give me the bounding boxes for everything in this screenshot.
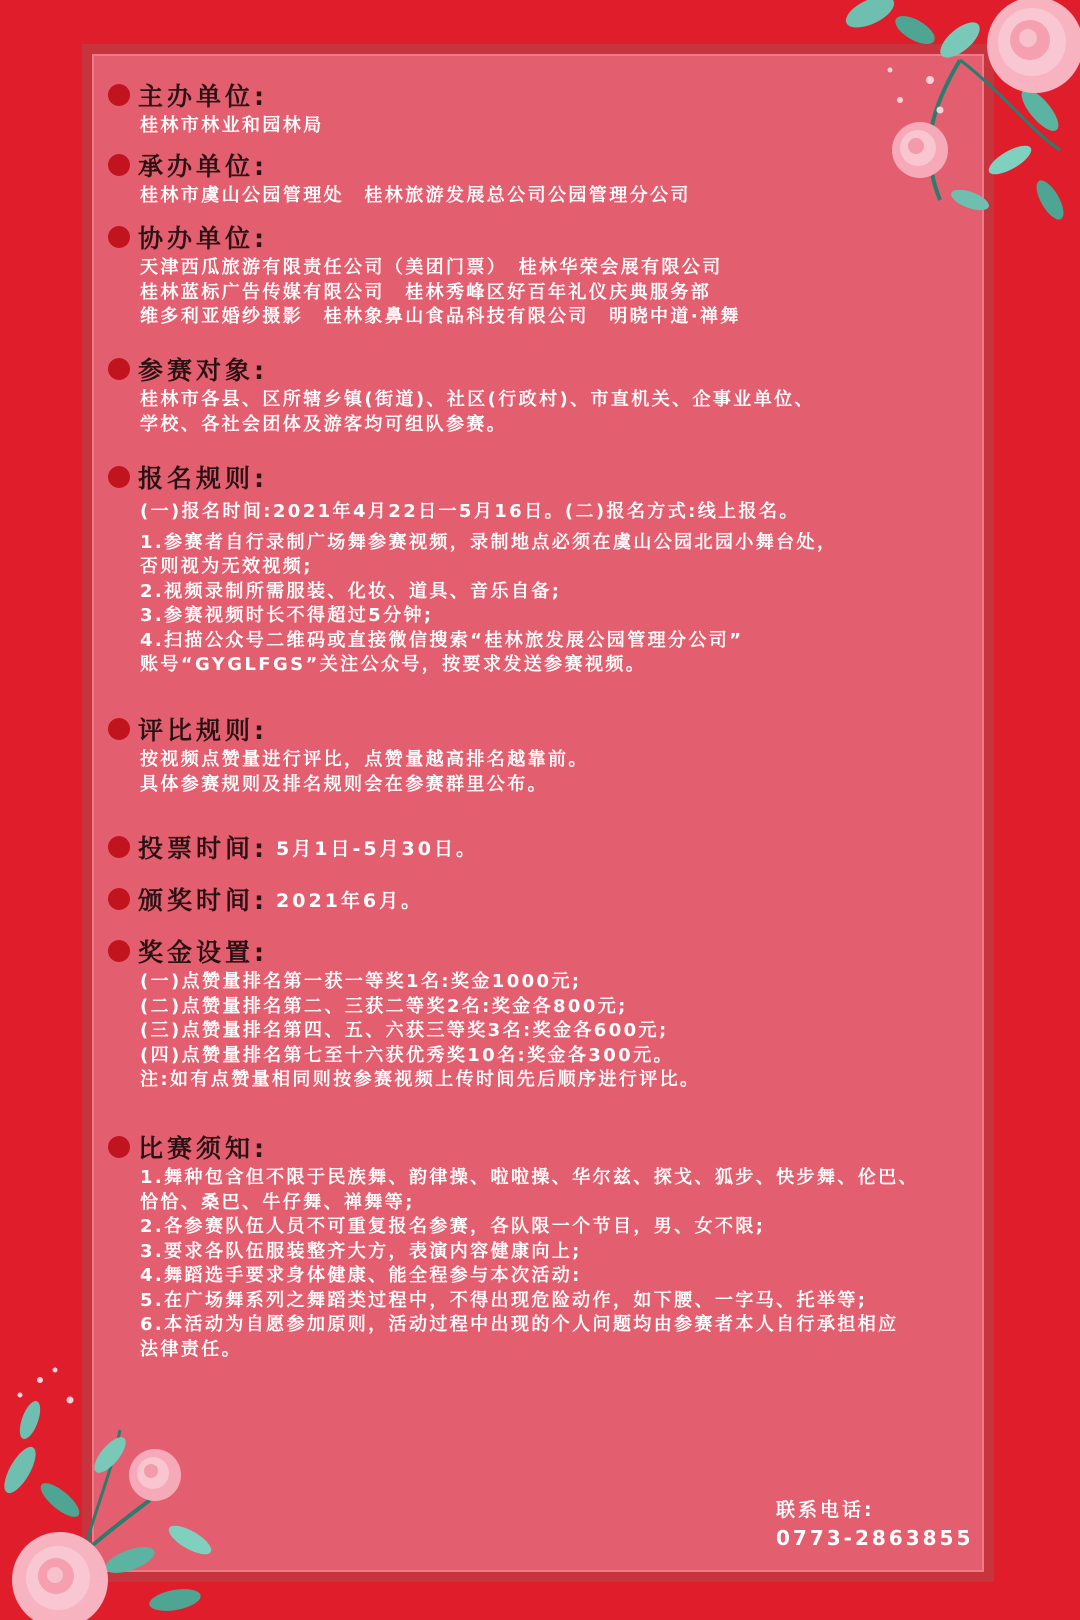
- section-participants: [108, 352, 988, 437]
- contact-block: [776, 1496, 973, 1552]
- section-registration-rules: [108, 460, 988, 678]
- contact-phone: 0773-2863855: [776, 1526, 974, 1550]
- section-line: 按视频点赞量进行评比，点赞量越高排名越靠前。: [140, 749, 589, 770]
- section-line: 桂林蓝标广告传媒有限公司 桂林秀峰区好百年礼仪庆典服务部: [140, 281, 712, 303]
- voting-time-value: 5月1日-5月30日。: [276, 837, 478, 860]
- section-line: (三)点赞量排名第四、五、六获三等奖3名:奖金各600元;: [140, 1020, 669, 1041]
- section-title: 评比规则:: [138, 716, 268, 745]
- award-time-value: 2021年6月。: [276, 889, 424, 912]
- section-line: 桂林市各县、区所辖乡镇(街道)、社区(行政村)、市直机关、企事业单位、: [140, 389, 815, 410]
- section-line: 1.参赛者自行录制广场舞参赛视频，录制地点必须在虞山公园北园小舞台处，: [140, 531, 838, 553]
- section-title: 主办单位:: [138, 82, 268, 111]
- bullet-icon: [108, 1136, 130, 1158]
- section-title: 颁奖时间:: [138, 886, 268, 915]
- bullet-icon: [108, 466, 130, 488]
- section-line: 5.在广场舞系列之舞蹈类过程中，不得出现危险动作，如下腰、一字马、托举等;: [140, 1289, 868, 1311]
- section-line: (四)点赞量排名第七至十六获优秀奖10名:奖金各300元。: [140, 1044, 674, 1066]
- section-line: 4.扫描公众号二维码或直接微信搜索“桂林旅发展公园管理分公司”: [140, 629, 744, 651]
- section-line: 否则视为无效视频;: [140, 556, 313, 577]
- section-line: 法律责任。: [140, 1338, 242, 1360]
- section-line: 6.本活动为自愿参加原则，活动过程中出现的个人问题均由参赛者本人自行承担相应: [140, 1314, 899, 1335]
- section-title: 承办单位:: [138, 152, 268, 181]
- section-title: 参赛对象:: [138, 356, 268, 385]
- section-award-time: [108, 882, 988, 916]
- section-line: 4.舞蹈选手要求身体健康、能全程参与本次活动:: [140, 1265, 582, 1286]
- section-competition-notes: [108, 1130, 988, 1362]
- section-line: 1.舞种包含但不限于民族舞、韵律操、啦啦操、华尔兹、探戈、狐步、快步舞、伦巴、: [140, 1167, 919, 1188]
- section-line: 恰恰、桑巴、牛仔舞、禅舞等;: [140, 1191, 415, 1213]
- section-title: 投票时间:: [138, 834, 268, 863]
- bullet-icon: [108, 84, 130, 106]
- section-judging-rules: [108, 712, 988, 797]
- section-line: 3.参赛视频时长不得超过5分钟;: [140, 605, 434, 626]
- section-line: (二)点赞量排名第二、三获二等奖2名:奖金各800元;: [140, 995, 628, 1017]
- bullet-icon: [108, 154, 130, 176]
- section-undertaker: [108, 148, 988, 209]
- section-line: 天津西瓜旅游有限责任公司（美团门票） 桂林华荣会展有限公司: [140, 257, 723, 278]
- section-line: 2.视频录制所需服装、化妆、道具、音乐自备;: [140, 580, 562, 602]
- bullet-icon: [108, 226, 130, 248]
- section-line: 2.各参赛队伍人员不可重复报名参赛，各队限一个节目，男、女不限;: [140, 1216, 766, 1237]
- bullet-icon: [108, 718, 130, 740]
- section-title: 协办单位:: [138, 224, 268, 253]
- section-voting-time: [108, 830, 988, 864]
- section-line: 注:如有点赞量相同则按参赛视频上传时间先后顺序进行评比。: [140, 1069, 701, 1090]
- bullet-icon: [108, 888, 130, 910]
- section-line: 维多利亚婚纱摄影 桂林象鼻山食品科技有限公司 明晓中道·禅舞: [140, 306, 741, 327]
- section-line: 具体参赛规则及排名规则会在参赛群里公布。: [140, 773, 548, 795]
- section-organizer: [108, 78, 988, 139]
- section-co-organizer: [108, 220, 988, 330]
- section-line: 账号“GYGLFGS”关注公众号，按要求发送参赛视频。: [140, 654, 647, 675]
- section-line: 3.要求各队伍服装整齐大方，表演内容健康向上;: [140, 1240, 582, 1262]
- section-title: 报名规则:: [138, 464, 268, 493]
- bullet-icon: [108, 940, 130, 962]
- section-line: 学校、各社会团体及游客均可组队参赛。: [140, 413, 508, 435]
- section-line: 桂林市虞山公园管理处 桂林旅游发展总公司公园管理分公司: [140, 185, 691, 206]
- bullet-icon: [108, 358, 130, 380]
- section-line: (一)点赞量排名第一获一等奖1名:奖金1000元;: [140, 971, 582, 992]
- contact-label: 联系电话:: [776, 1499, 875, 1521]
- section-line: (一)报名时间:2021年4月22日一5月16日。(二)报名方式:线上报名。: [140, 501, 800, 522]
- section-title: 比赛须知:: [138, 1134, 268, 1163]
- section-title: 奖金设置:: [138, 938, 268, 967]
- bullet-icon: [108, 836, 130, 858]
- section-prizes: [108, 934, 988, 1093]
- section-line: 桂林市林业和园林局: [140, 115, 324, 136]
